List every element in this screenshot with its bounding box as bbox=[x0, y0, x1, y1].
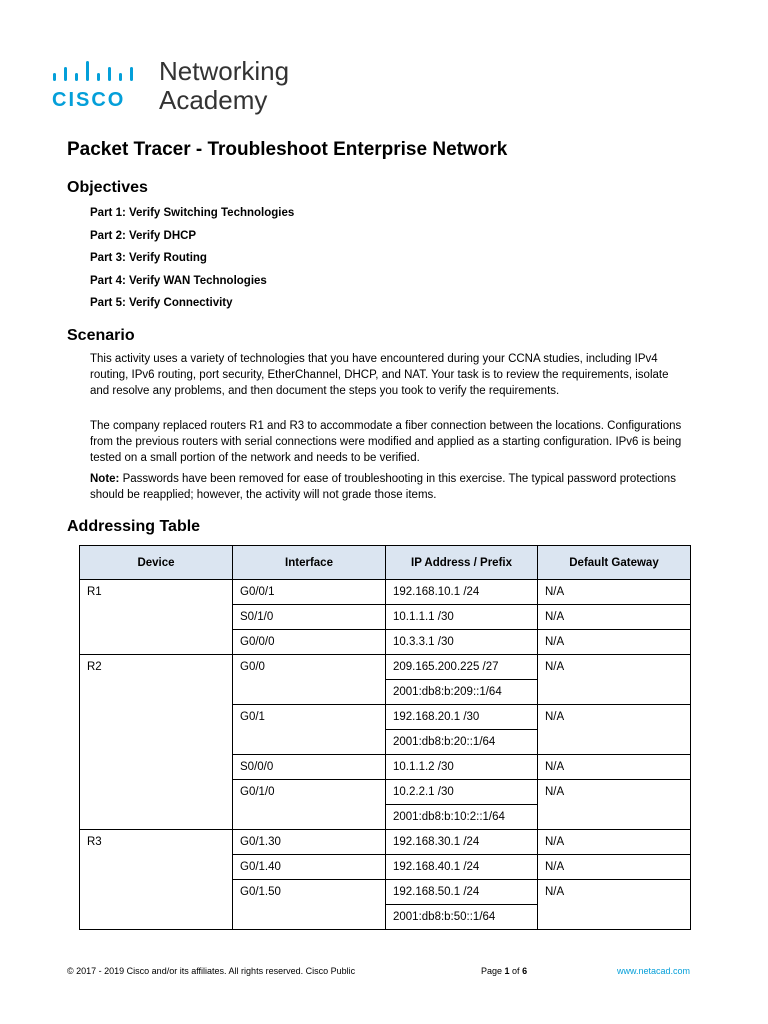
device-cell: R2 bbox=[80, 655, 233, 830]
ip-cell: 192.168.30.1 /24 bbox=[386, 830, 538, 855]
ip-cell: 192.168.10.1 /24 bbox=[386, 580, 538, 605]
column-header-ip: IP Address / Prefix bbox=[386, 546, 538, 580]
page-current: 1 bbox=[504, 966, 510, 976]
interface-cell: S0/1/0 bbox=[233, 605, 386, 630]
column-header-gateway: Default Gateway bbox=[538, 546, 691, 580]
cisco-wordmark: CISCO bbox=[52, 89, 126, 111]
gateway-cell: N/A bbox=[538, 630, 691, 655]
interface-cell: S0/0/0 bbox=[233, 755, 386, 780]
logo-academy-text: Academy bbox=[159, 85, 268, 115]
interface-cell: G0/1.50 bbox=[233, 880, 386, 930]
objective-item: Part 5: Verify Connectivity bbox=[90, 297, 233, 310]
logo-networking-text: Networking bbox=[159, 56, 290, 86]
objectives-list bbox=[90, 206, 294, 319]
ip-cell: 2001:db8:b:50::1/64 bbox=[386, 905, 538, 930]
interface-cell: G0/1.30 bbox=[233, 830, 386, 855]
interface-cell: G0/0 bbox=[233, 655, 386, 705]
page-title: Packet Tracer - Troubleshoot Enterprise Network bbox=[67, 139, 508, 160]
ip-cell: 192.168.40.1 /24 bbox=[386, 855, 538, 880]
ip-cell: 10.2.2.1 /30 bbox=[386, 780, 538, 805]
ip-cell: 209.165.200.225 /27 bbox=[386, 655, 538, 680]
device-cell: R1 bbox=[80, 580, 233, 655]
interface-cell: G0/1.40 bbox=[233, 855, 386, 880]
gateway-cell: N/A bbox=[538, 580, 691, 605]
device-cell: R3 bbox=[80, 830, 233, 930]
ip-cell: 10.1.1.1 /30 bbox=[386, 605, 538, 630]
ip-cell: 192.168.20.1 /30 bbox=[386, 705, 538, 730]
page-of: of bbox=[509, 966, 523, 976]
scenario-paragraph-2: The company replaced routers R1 and R3 to accommodate a fiber connection between the locations. Configurations from the previous routers with serial connections were modified and applied as a starting configuration. IPv6 is being tested on a small portion of the network and needs to be verified. bbox=[90, 420, 682, 464]
page-label: Page bbox=[481, 966, 505, 976]
note-text: Passwords have been removed for ease of troubleshooting in this exercise. The typical password protections should be reapplied; however, the activity will not grade those items. bbox=[90, 473, 676, 501]
gateway-cell: N/A bbox=[538, 830, 691, 855]
table-row bbox=[80, 655, 691, 680]
interface-cell: G0/0/1 bbox=[233, 580, 386, 605]
addressing-table bbox=[79, 545, 691, 930]
gateway-cell: N/A bbox=[538, 705, 691, 755]
gateway-cell: N/A bbox=[538, 780, 691, 830]
gateway-cell: N/A bbox=[538, 655, 691, 705]
objective-item: Part 2: Verify DHCP bbox=[90, 229, 197, 242]
column-header-device: Device bbox=[80, 546, 233, 580]
interface-cell: G0/0/0 bbox=[233, 630, 386, 655]
footer-url-link[interactable]: www.netacad.com bbox=[617, 966, 691, 976]
objective-item: Part 1: Verify Switching Technologies bbox=[90, 207, 295, 219]
cisco-networking-academy-logo bbox=[52, 57, 312, 117]
gateway-cell: N/A bbox=[538, 855, 691, 880]
footer-copyright: © 2017 - 2019 Cisco and/or its affiliates. All rights reserved. Cisco Public bbox=[67, 966, 356, 976]
table-row bbox=[80, 580, 691, 605]
ip-cell: 2001:db8:b:10:2::1/64 bbox=[386, 805, 538, 830]
ip-cell: 2001:db8:b:20::1/64 bbox=[386, 730, 538, 755]
ip-cell: 2001:db8:b:209::1/64 bbox=[386, 680, 538, 705]
table-row bbox=[80, 830, 691, 855]
ip-cell: 192.168.50.1 /24 bbox=[386, 880, 538, 905]
ip-cell: 10.1.1.2 /30 bbox=[386, 755, 538, 780]
gateway-cell: N/A bbox=[538, 880, 691, 930]
interface-cell: G0/1 bbox=[233, 705, 386, 755]
footer-page-number bbox=[481, 966, 527, 976]
gateway-cell: N/A bbox=[538, 605, 691, 630]
table-header-row bbox=[80, 546, 691, 580]
note-label: Note: bbox=[90, 473, 120, 485]
cisco-bridge-icon bbox=[52, 61, 142, 87]
page-total: 6 bbox=[522, 966, 528, 976]
interface-cell: G0/1/0 bbox=[233, 780, 386, 830]
scenario-heading: Scenario bbox=[67, 327, 135, 344]
column-header-interface: Interface bbox=[233, 546, 386, 580]
objective-item: Part 4: Verify WAN Technologies bbox=[90, 274, 267, 287]
ip-cell: 10.3.3.1 /30 bbox=[386, 630, 538, 655]
scenario-note bbox=[90, 471, 690, 503]
scenario-paragraph-1: This activity uses a variety of technologies that you have encountered during your CCNA studies, including IPv4 routing, IPv6 routing, port security, EtherChannel, DHCP, and NAT. Your task is to review the requirements, isolate and resolve any problems, and then document the steps you took to verify the requirements. bbox=[90, 353, 669, 397]
gateway-cell: N/A bbox=[538, 755, 691, 780]
objectives-heading: Objectives bbox=[67, 179, 148, 196]
objective-item: Part 3: Verify Routing bbox=[90, 252, 207, 265]
addressing-table-heading: Addressing Table bbox=[67, 518, 201, 535]
